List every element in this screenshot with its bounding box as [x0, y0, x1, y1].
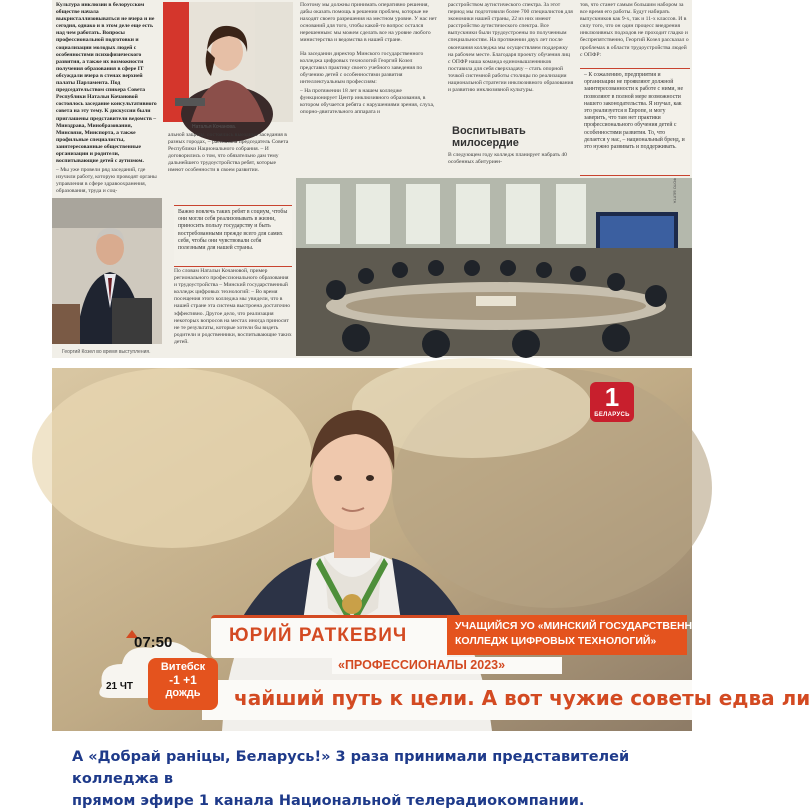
news-lead-text: Культура инклюзии в белорусском обществе начала выкристаллизовываться не вчера и не сегодня, однако и в этом деле еще есть над чем работать. Вопросы профессиональной подготовки и социализации молодых людей с особенностями психофизического развития, а также их возможности получения образования в сфере IT обсуждали вчера в стенах верхней палаты Парламента. Под председательством спикера Совета Республики Натальи Кочановой состоялось заседание консультативного совета на эту тему. К дискуссии были приглашены представители ведомств – Минздрава, Минобразования, Минсвязи, Минспорта, а также профильные специалисты, заинтересованные общественные организации и родители, воспитывающие детей с аутизмом.	[56, 2, 157, 165]
channel-number: 1	[604, 382, 620, 412]
news-column-1	[56, 2, 160, 212]
channel-logo	[590, 382, 634, 422]
clock-time: 07:50	[134, 634, 173, 651]
photo-kochanova	[163, 2, 293, 122]
channel-name: БЕЛАРУСЬ	[594, 412, 630, 418]
weather-temps: -1 +1	[169, 673, 197, 687]
photo-kozel-caption: Георгий Козел во время выступления.	[62, 349, 151, 355]
news-body-text-7: расстройством аутистического спектра. За этот период мы подготовили более 700 специалистов для экономики нашей страны, 22 из них имеют расстройство аутистического спектра. Все выпускники были трудоустроены по полученным специальностям. На протяжении двух лет после окончания колледжа мы осуществляем поддержку на рабочем месте. Благодаря проекту обучения лиц с ОПФР наша команда единомышленников поставила для себя сверхзадачу – стать опорной точкой системной работы столицы по реализации национальной стратегии инклюзивного образования и развитию инклюзивной культуры.	[448, 2, 574, 94]
ticker-text: чайший путь к цели. А вот чужие советы едва ли	[234, 686, 810, 710]
news-column-4-end	[448, 152, 574, 174]
news-subheading: Воспитывать милосердие	[452, 125, 526, 149]
program-plate	[332, 657, 562, 674]
pull-quote-1: Важно вовлечь таких ребят в социум, чтобы они могли себя реализовывать в жизни, приносить пользу государству и быть востребованными прежде всего для самих себя, чтобы они чувствовали себя полезными для нашей страны.	[174, 205, 292, 267]
news-body-text-3: По словам Натальи Кочановой, пример регионального профессионального образования и трудоустройства – Минский государственный колледж цифровых технологий: – Во время посещения этого колледжа мы увидели, что в нашей стране эта система выстроена достаточно эффективно. Другое дело, что реализация некоторых вопросов на местах иногда приносит не те результаты, которые хотели бы видеть родители и родственники, воспитывающие таких детей.	[174, 268, 292, 345]
page-caption	[72, 746, 702, 812]
news-body-text-6: – На протяжении 18 лет в нашем колледже функционирует Центр инклюзивного образования, в котором обучается ребята с нарушениями зрения, слуха, опорно-двигательного аппарата и	[300, 88, 435, 116]
caption-line-2: прямом эфире 1 канала Национальной телерадиокомпании.	[72, 793, 585, 809]
name-plate	[211, 615, 447, 658]
program-title: «ПРОФЕССИОНАЛЫ 2023»	[338, 658, 506, 672]
news-body-text-5: На заседании директор Минского государственного колледжа цифровых технологий Георгий Козел представил практику своего учебного заведения по обучению детей с особенностями развития интеллектуальным профессиям:	[300, 50, 424, 85]
news-body-text-9: тов, что станет самым большим набором за все время его работы. Будут набирать выпускников как 9-х, так и 11-х классов. И в силу того, что он один процесс внедрения инклюзивных подходов не проходит гладко и беспрепятственно, Георгий Козел рассказал о проблемах в области трудоустройства людей с ОПФР:	[580, 2, 689, 58]
weather-condition: дождь	[165, 687, 201, 699]
role-plate	[447, 615, 710, 655]
person-name: ЮРИЙ РАТКЕВИЧ	[229, 625, 408, 646]
photo-meeting-caption: ФОТО БЕЛТА	[672, 177, 678, 204]
newspaper-clipping	[52, 0, 692, 358]
news-body-text-4: Поэтому мы должны принимать оперативно решения, дабы оказать помощь в решении проблем, которые не находят своего разрешения на местном уровне. У нас нет оснований для того, чтобы какой-то вопрос остался нерешенным: мы можем сделать все на уровне любого министерства и ведомства в нашей стране.	[300, 2, 437, 44]
weather-widget	[92, 626, 222, 726]
weather-card	[148, 658, 218, 710]
news-body-text-8: В следующем году колледж планирует набрать 40 особенных абитуриен-	[448, 152, 567, 166]
photo-kozel	[52, 198, 162, 344]
caption-line-1: А «Добрай раніцы, Беларусь!» 3 раза принимали представителей колледжа в	[72, 749, 630, 787]
tv-screenshot	[52, 368, 810, 731]
photo-meeting	[296, 178, 692, 356]
news-column-3	[300, 2, 440, 172]
news-column-5	[580, 2, 690, 62]
weather-city: Витебск	[160, 661, 206, 673]
news-column-2-end	[174, 268, 292, 354]
clock-date: 21 ЧТ	[106, 681, 134, 692]
news-ticker	[202, 680, 810, 720]
pull-quote-2: – К сожалению, предприятия и организации не проявляют должной заинтересованности к работе с ними, не позволяют в полной мере возможности нашего законодательства. Я изучал, как это реализуется в Европе, и могу заверить, что там нет практики профессионального обучения детей с особенностями развития. То, что делается у нас, – национальный бренд, и это нужно развивать и поддерживать.	[580, 68, 690, 176]
news-body-text-2: альной защиты, состоялись выездные заседания в разных городах, – рассказала председатель Совета Республики Национального собрания. – И договорились о том, что обязательно дам тему дальнейшего трудоустройства ребят, которые имеют особенности в своем развитии.	[168, 132, 289, 174]
person-role-line1: УЧАЩИЙСЯ УО «МИНСКИЙ ГОСУДАРСТВЕННЫЙ	[455, 620, 710, 632]
news-body-text: – Мы уже провели ряд заседаний, где изучили работу, которую проводят органы управления в сфере здравоохранения, образования, труда и соц-	[56, 167, 157, 195]
photo-kochanova-caption: Наталья Кочанова.	[192, 124, 237, 130]
news-column-2	[168, 132, 292, 202]
person-role-line2: КОЛЛЕДЖ ЦИФРОВЫХ ТЕХНОЛОГИЙ»	[455, 635, 657, 647]
